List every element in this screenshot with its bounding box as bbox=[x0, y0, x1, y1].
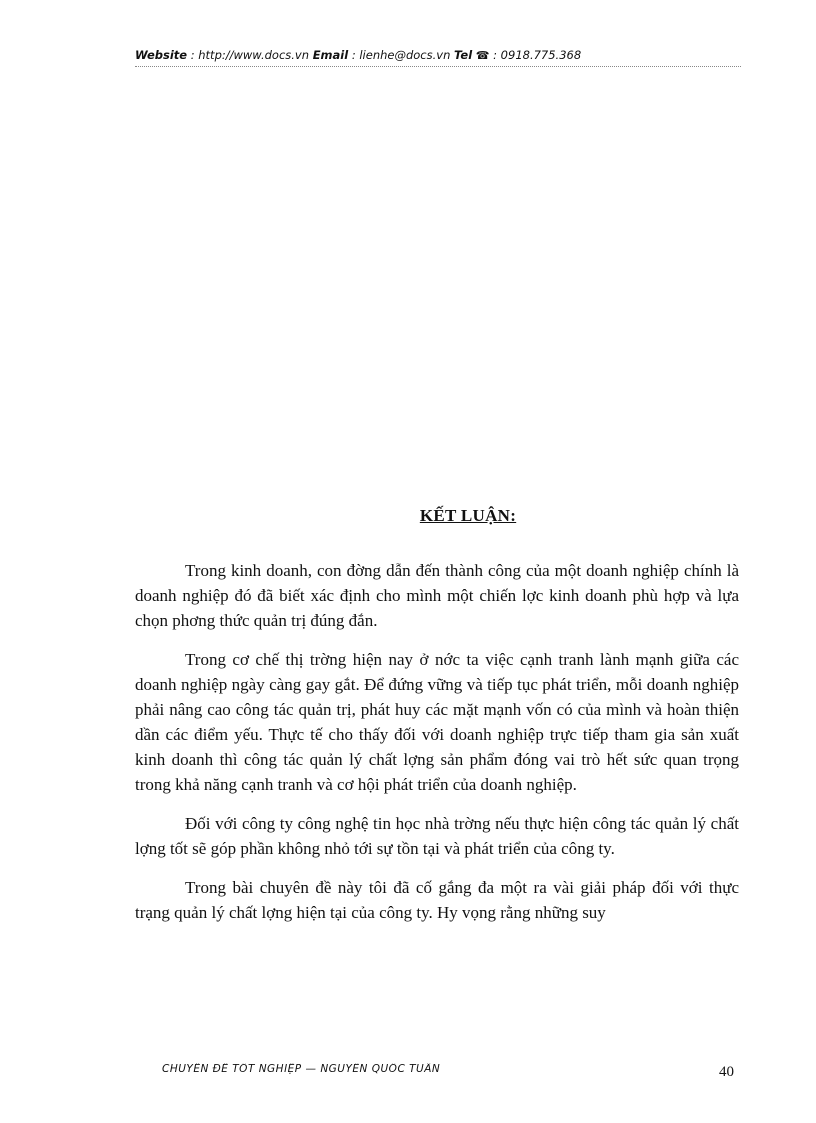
page-number: 40 bbox=[719, 1064, 734, 1080]
paragraph: Trong bài chuyên đề này tôi đã cố gắng đa một ra vài giải pháp đối với thực trạng quản lý chất lợng hiện tại của công ty. Hy vọng rằng những suy bbox=[135, 878, 739, 922]
email-label: Email bbox=[312, 48, 349, 62]
paragraph: Đối với công ty công nghệ tin học nhà trờng nếu thực hiện công tác quản lý chất lợng tốt sẽ góp phần không nhỏ tới sự tồn tại và phát triển của công ty. bbox=[135, 814, 739, 858]
website-label: Website bbox=[135, 48, 188, 62]
email-address: : lienhe@docs.vn bbox=[348, 48, 455, 62]
page-header bbox=[135, 48, 741, 62]
section-heading: KẾT LUẬN: bbox=[419, 506, 517, 525]
website-url: : http://www.docs.vn bbox=[187, 48, 313, 62]
paragraph: Trong kinh doanh, con đờng dẫn đến thành công của một doanh nghiệp chính là doanh nghiệp đó đã biết xác định cho mình một chiến lợc kinh doanh phù hợp và lựa chọn phơng thức quản trị đúng đắn. bbox=[135, 561, 739, 630]
tel-number: : 0918.775.368 bbox=[489, 48, 582, 62]
body-text bbox=[135, 558, 739, 939]
telephone-icon: ☎ bbox=[475, 49, 490, 62]
header-divider bbox=[135, 66, 741, 67]
tel-label: Tel bbox=[454, 48, 473, 62]
footer-title: CHUYÊN ĐỀ TỐT NGHIỆP — NGUYỄN QUỐC TUẤN bbox=[162, 1063, 441, 1075]
paragraph: Trong cơ chế thị trờng hiện nay ở nớc ta việc cạnh tranh lành mạnh giữa các doanh nghiệp ngày càng gay gắt. Để đứng vững và tiếp tục phát triển, mỗi doanh nghiệp phải nâng cao công tác quản trị, phát huy các mặt mạnh vốn có của mình và hoàn thiện dần các điểm yếu. Thực tế cho thấy đối với doanh nghiệp trực tiếp tham gia sản xuất kinh doanh thì công tác quản lý chất lợng sản phẩm đóng vai trò hết sức quan trọng trong khả năng cạnh tranh và cơ hội phát triển của doanh nghiệp. bbox=[135, 650, 739, 794]
